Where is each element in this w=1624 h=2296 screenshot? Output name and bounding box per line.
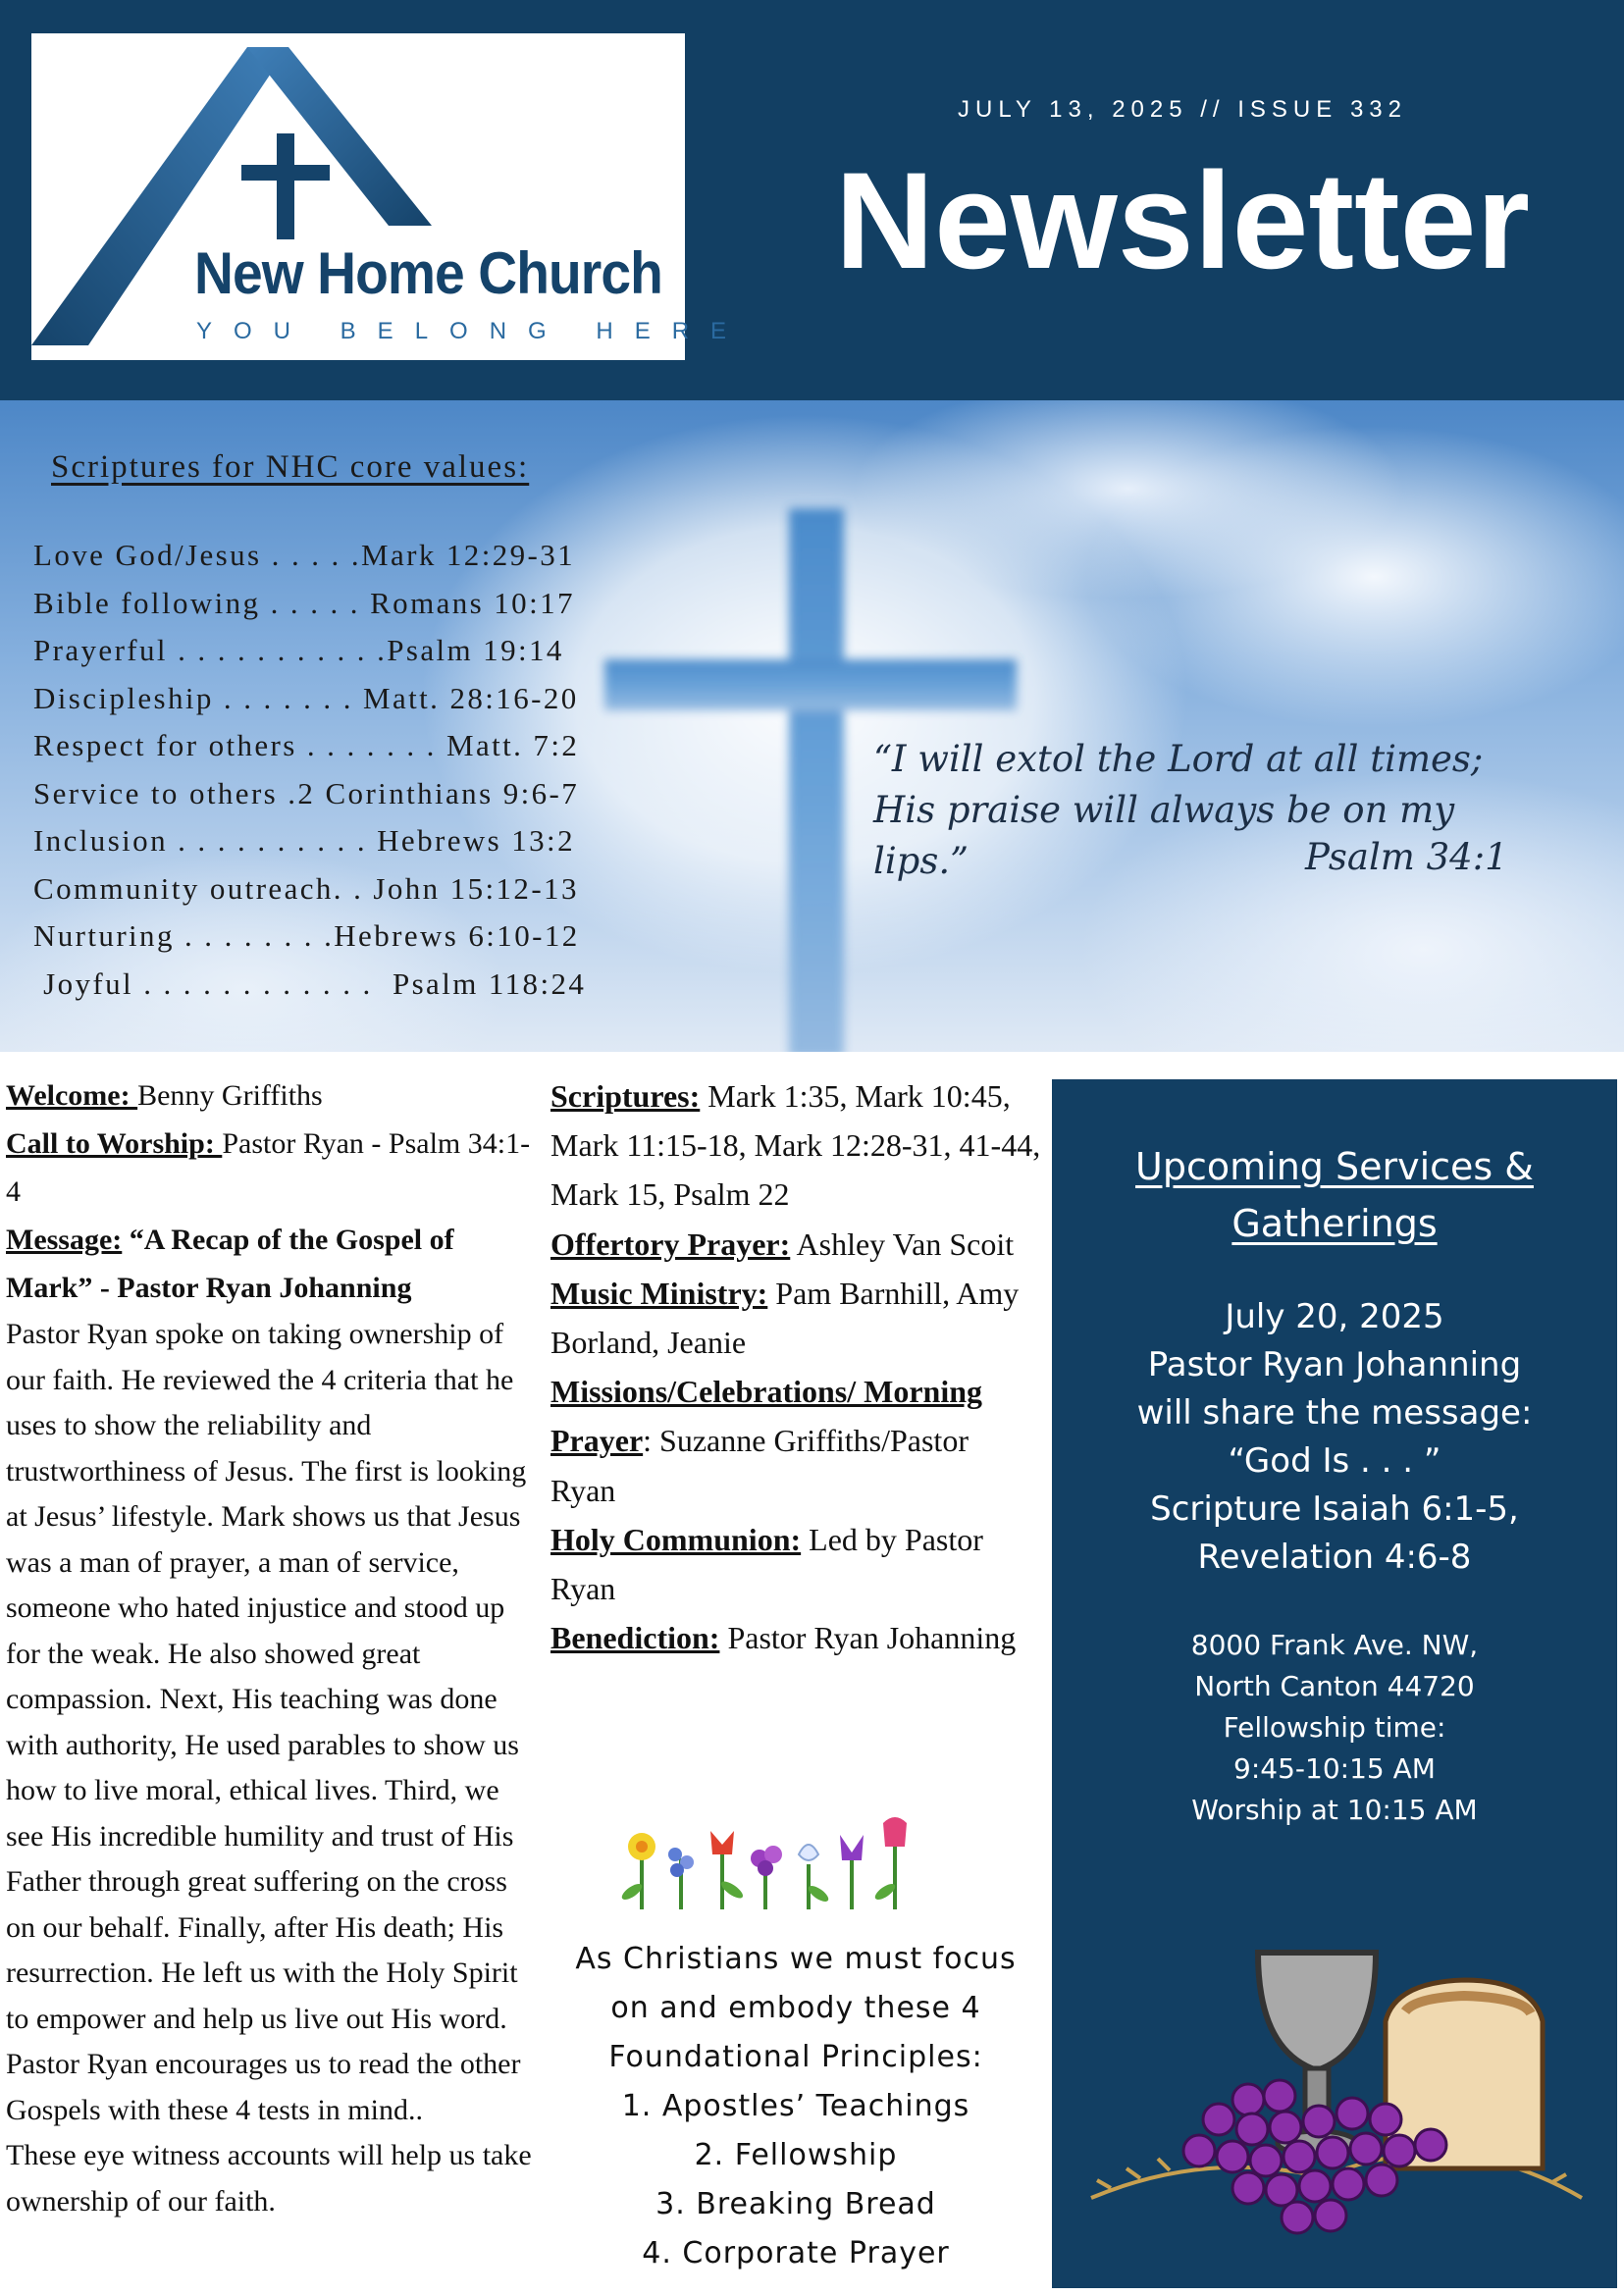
message-label: Message: [6, 1224, 123, 1256]
holy-communion-label: Holy Communion: [550, 1521, 802, 1557]
music-ministry-value: Pam Barnhill, Amy Borland, Jeanie [550, 1275, 1020, 1361]
call-to-worship-value: Pastor Ryan - Psalm 34:1-4 [6, 1127, 531, 1208]
church-address-times [1052, 1625, 1617, 1831]
church-logo [31, 33, 749, 360]
address-line: North Canton 44720 [1194, 1670, 1475, 1702]
roof-cross-icon [31, 33, 685, 360]
list-item: Discipleship . . . . . . . Matt. 28:16-20 [33, 680, 579, 715]
sermon-summary: Pastor Ryan spoke on taking ownership of our faith. He reviewed the 4 criteria that he uses to show the reliability and trustworthiness of Jesus. The first is looking at Jesus’ lifestyle. Mark shows us that Jesus was a man of prayer, a man of service, someone who hated injustice and stood up for the weak. He also showed great compassion. Next, His teaching was done with authority, He used parables to show us how to live moral, ethical lives. Third, we see His incredible humility and trust of His Father through great suffering on the cross on our behalf. Finally, after His death; His resurrection. He left us with the Holy Spirit to empower and help us live out His word. Pastor Ryan encourages us to read the other Gospels with these 4 tests in mind.. [6, 1318, 527, 2126]
issue-line: JULY 13, 2025 // ISSUE 332 [958, 96, 1407, 123]
missions-label: Missions/Celebrations/ Morning Prayer [550, 1374, 983, 1459]
upcoming-title: Upcoming Services & Gatherings [1135, 1145, 1534, 1245]
spring-flowers-icon [616, 1815, 969, 1913]
upcoming-message-title: “God Is . . . ” [1228, 1441, 1441, 1481]
service-column-left [6, 1071, 536, 2224]
list-item: Love God/Jesus . . . . .Mark 12:29-31 [33, 538, 576, 572]
header [0, 0, 1624, 400]
call-to-worship-label: Call to Worship: [6, 1127, 223, 1160]
holy-communion-value: Led by Pastor Ryan [550, 1521, 983, 1607]
fellowship-label: Fellowship time: [1223, 1711, 1446, 1744]
logo-tagline: YOU BELONG HERE [196, 318, 749, 344]
benediction-value: Pastor Ryan Johanning [719, 1620, 1017, 1656]
offertory-value: Ashley Van Scoit [790, 1226, 1015, 1262]
upcoming-line: Revelation 4:6-8 [1197, 1538, 1472, 1577]
upcoming-line: Pastor Ryan Johanning [1147, 1345, 1522, 1384]
sermon-summary-closing: These eye witness accounts will help us take ownership of our faith. [6, 2139, 532, 2218]
sky-banner [0, 400, 1624, 1052]
list-item: Nurturing . . . . . . . .Hebrews 6:10-12 [33, 918, 580, 953]
welcome-value: Benny Griffiths [137, 1079, 323, 1112]
core-values-title: Scriptures for NHC core values: [51, 449, 530, 485]
scripture-quote: “I will extol the Lord at all times; His praise will always be on my lips.” [873, 738, 1484, 882]
list-item: 1. Apostles’ Teachings [621, 2089, 970, 2123]
benediction-label: Benediction: [550, 1620, 720, 1656]
upcoming-service-details [1052, 1293, 1617, 1582]
scripture-quote-reference: Psalm 34:1 [1305, 836, 1508, 878]
list-item: Prayerful . . . . . . . . . . .Psalm 19:14 [33, 633, 564, 667]
welcome-label: Welcome: [6, 1079, 138, 1112]
upcoming-date: July 20, 2025 [1225, 1297, 1444, 1336]
music-ministry-label: Music Ministry: [550, 1275, 768, 1311]
principles-intro: As Christians we must focus on and embody these 4 Foundational Principles: [575, 1942, 1017, 2074]
scriptures-value: Mark 1:35, Mark 10:45, Mark 11:15-18, Mark 12:28-31, 41-44, Mark 15, Psalm 22 [550, 1078, 1041, 1213]
list-item: Service to others .2 Corinthians 9:6-7 [33, 775, 580, 810]
worship-time: Worship at 10:15 AM [1191, 1794, 1478, 1826]
upcoming-line: will share the message: [1136, 1393, 1533, 1433]
core-values-list [33, 532, 586, 1008]
upcoming-line: Scripture Isaiah 6:1-5, [1150, 1489, 1519, 1529]
communion-chalice-bread-icon [1052, 1904, 1617, 2257]
address-line: 8000 Frank Ave. NW, [1190, 1629, 1479, 1661]
scriptures-label: Scriptures: [550, 1078, 701, 1114]
service-column-middle [550, 1071, 1041, 1662]
offertory-label: Offertory Prayer: [550, 1226, 791, 1262]
foundational-principles [555, 1935, 1036, 2278]
list-item: Bible following . . . . . Romans 10:17 [33, 585, 575, 620]
list-item: Inclusion . . . . . . . . . . Hebrews 13:2 [33, 823, 575, 858]
fellowship-time: 9:45-10:15 AM [1233, 1752, 1436, 1785]
message-value: “A Recap of the Gospel of Mark” - Pastor Ryan Johanning [6, 1224, 454, 1304]
list-item: 3. Breaking Bread [655, 2187, 936, 2221]
list-item: Joyful . . . . . . . . . . . . Psalm 118:24 [33, 965, 587, 1001]
newsletter-title: Newsletter [834, 143, 1531, 297]
list-item: 4. Corporate Prayer [642, 2236, 950, 2270]
list-item: 2. Fellowship [694, 2138, 898, 2172]
logo-name: New Home Church [194, 240, 662, 306]
list-item: Respect for others . . . . . . . Matt. 7:2 [33, 728, 580, 762]
missions-value: : Suzanne Griffiths/Pastor Ryan [550, 1423, 969, 1508]
upcoming-services-panel [1052, 1079, 1617, 2288]
list-item: Community outreach. . John 15:12-13 [33, 870, 579, 906]
